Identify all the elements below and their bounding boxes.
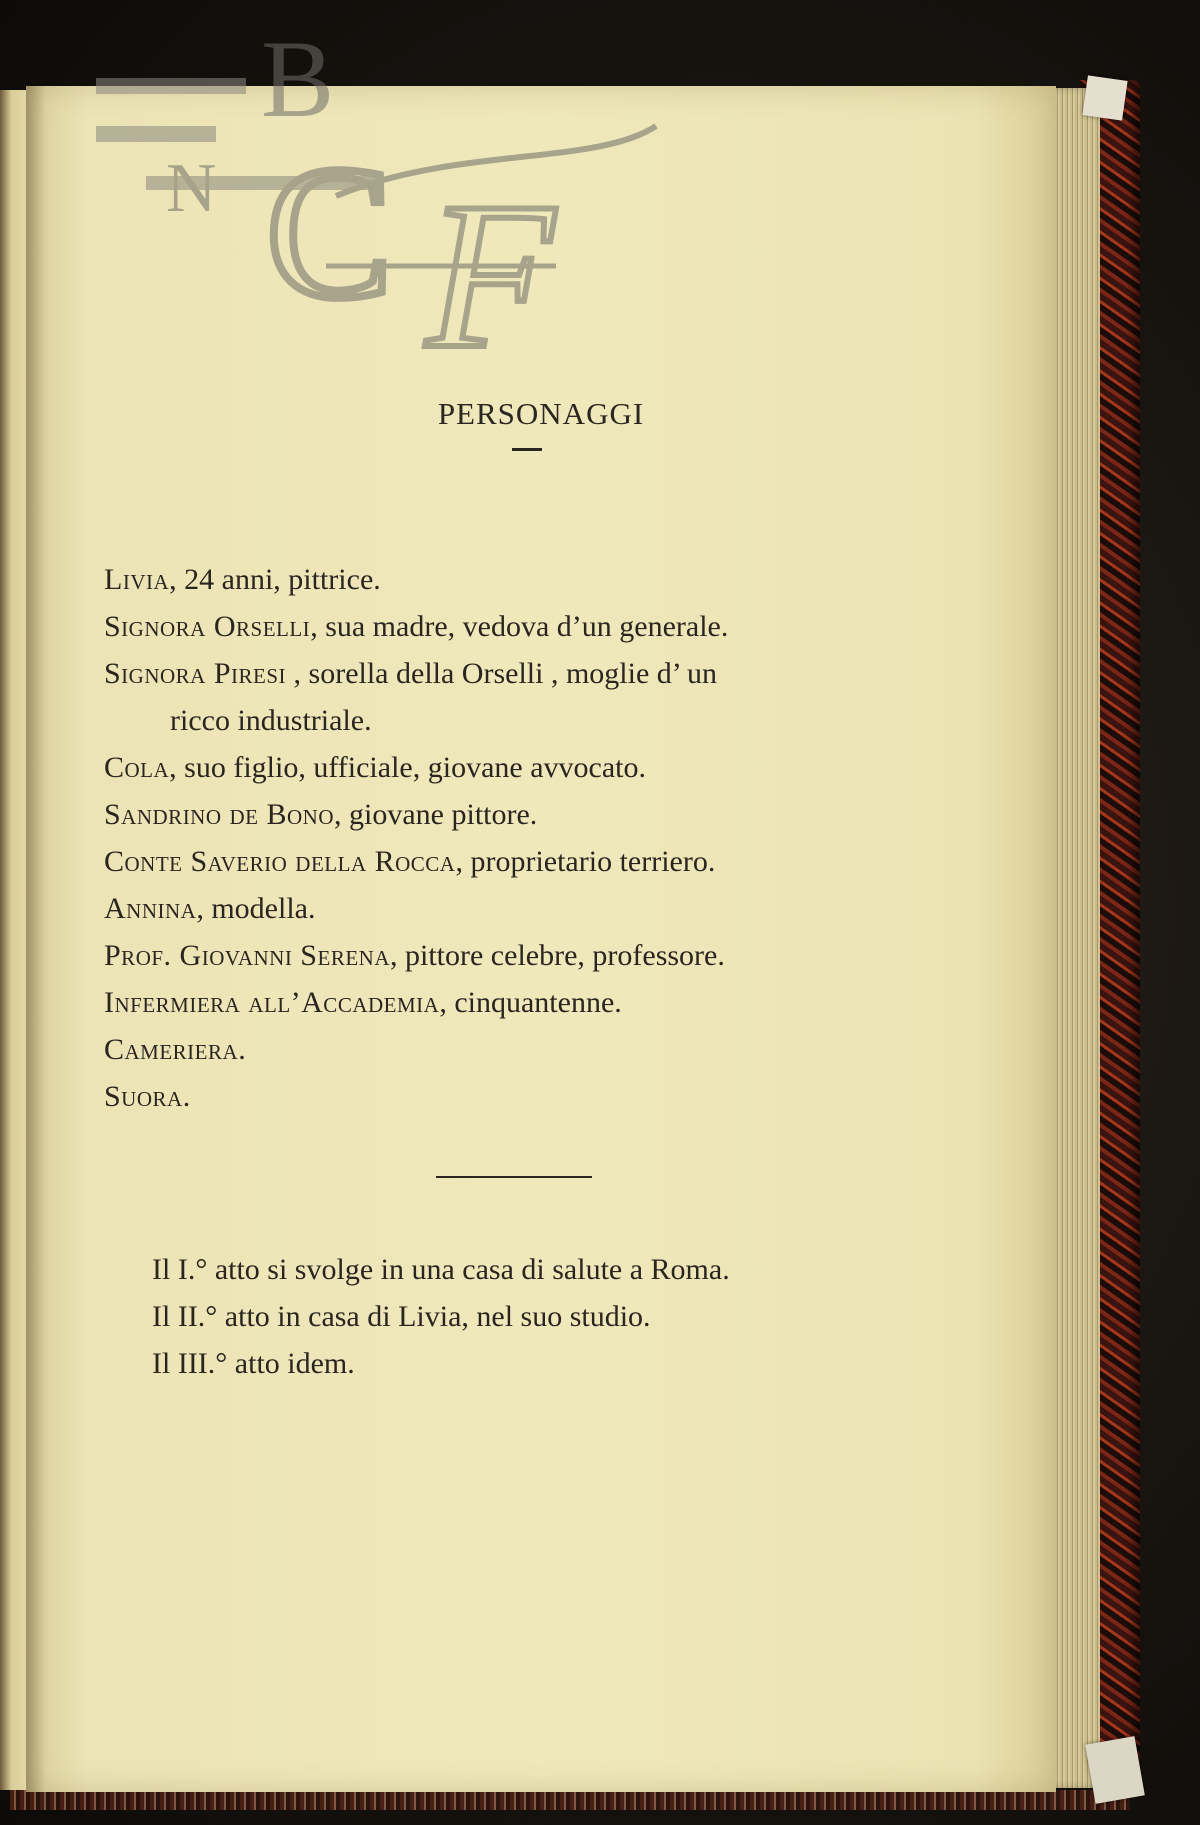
left-page-edge [0,90,28,1790]
watermark-letter-b: B [261,18,335,140]
character-name: Prof. Giovanni Serena [104,939,390,972]
character-description: ricco industriale. [170,704,372,737]
page-title: PERSONAGGI [437,396,645,431]
cast-entry [104,1073,1004,1120]
cast-entry [104,979,1004,1026]
cast-entry [104,932,1004,979]
character-description: , sua madre, vedova d’un generale. [310,610,729,643]
page-corner-bottom [1085,1736,1145,1804]
character-name: Cola [104,751,170,784]
character-name: Livia [104,563,170,596]
cast-entry [104,650,1004,697]
character-description: , proprietario terriero. [455,845,716,878]
character-name: Conte Saverio della Rocca [104,845,456,878]
character-description: , modella. [196,892,316,925]
library-watermark-logo [76,18,736,416]
character-description: , suo figlio, ufficiale, giovane avvocato. [169,751,646,784]
watermark-letter-n: N [166,150,217,227]
character-description: , cinquantenne. [439,986,622,1019]
cast-entry [104,556,1004,603]
act-setting: Il III.° atto idem. [152,1347,355,1380]
character-name: Sandrino de Bono [104,798,335,831]
cast-entry [104,885,1004,932]
character-name: Signora Piresi [104,657,287,690]
cast-entry-continuation [104,697,1004,744]
character-name: Signora Orselli [104,610,311,643]
cast-entry [104,838,1004,885]
act-setting: Il I.° atto si svolge in una casa di salute a Roma. [152,1253,730,1286]
character-name: Infermiera all’Accademia [104,986,440,1019]
act-setting: Il II.° atto in casa di Livia, nel suo studio. [152,1300,651,1333]
page-corner-top [1082,75,1127,120]
cast-entry [104,1026,1004,1073]
character-name: Annina [104,892,197,925]
character-name: Suora [104,1080,183,1113]
cast-entry [104,603,1004,650]
cast-entry [104,791,1004,838]
character-description: , sorella della Orselli , moglie d’ un [286,657,718,690]
character-description: , 24 anni, pittrice. [169,563,381,596]
watermark-letter-f: F [426,160,555,392]
gutter-shadow [26,86,46,1792]
character-description: . [182,1080,191,1113]
character-description: , pittore celebre, professore. [390,939,725,972]
character-description: . [238,1033,246,1066]
character-name: Cameriera [104,1033,239,1066]
book-page [26,18,1056,1792]
book-cover-bottom [10,1790,1130,1810]
section-divider [436,1176,592,1178]
title-dash [512,448,542,451]
acts-list [152,1246,972,1387]
cast-list [104,556,1004,1120]
cast-entry [104,744,1004,791]
character-description: , giovane pittore. [334,798,538,831]
watermark-letter-c: C [266,128,393,338]
